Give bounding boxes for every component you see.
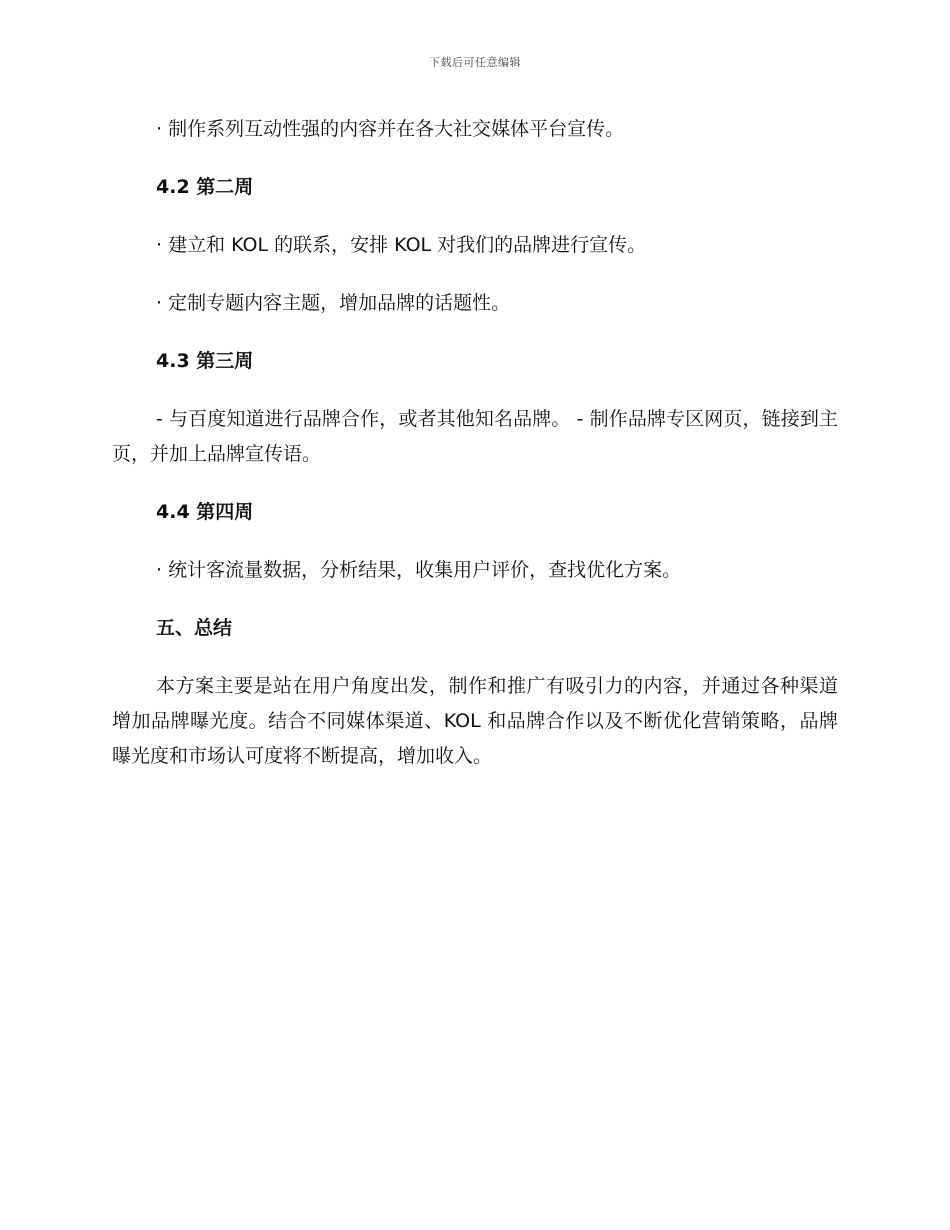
week3-heading: 4.3 第三周 bbox=[156, 350, 254, 372]
week4-heading: 4.4 第四周 bbox=[156, 501, 254, 523]
page-header-note: 下载后可任意编辑 bbox=[429, 56, 521, 69]
week2-item-1: · 建立和 KOL 的联系，安排 KOL 对我们的品牌进行宣传。 bbox=[156, 234, 647, 256]
week2-item-2: · 定制专题内容主题，增加品牌的话题性。 bbox=[156, 292, 511, 314]
document-body bbox=[112, 112, 838, 797]
week2-heading: 4.2 第二周 bbox=[156, 176, 254, 198]
week1-item-1: · 制作系列互动性强的内容并在各大社交媒体平台宣传。 bbox=[156, 118, 625, 140]
summary-heading: 五、总结 bbox=[156, 617, 233, 639]
week3-item-1: - 与百度知道进行品牌合作，或者其他知名品牌。 - 制作品牌专区网页，链接到主页，并加上品牌宣传语。 bbox=[112, 408, 838, 465]
summary-paragraph: 本方案主要是站在用户角度出发，制作和推广有吸引力的内容，并通过各种渠道增加品牌曝光度。结合不同媒体渠道、KOL 和品牌合作以及不断优化营销策略，品牌曝光度和市场认可度将不断提高，增加收入。 bbox=[112, 675, 838, 767]
week4-item-1: · 统计客流量数据，分析结果，收集用户评价，查找优化方案。 bbox=[156, 559, 682, 581]
